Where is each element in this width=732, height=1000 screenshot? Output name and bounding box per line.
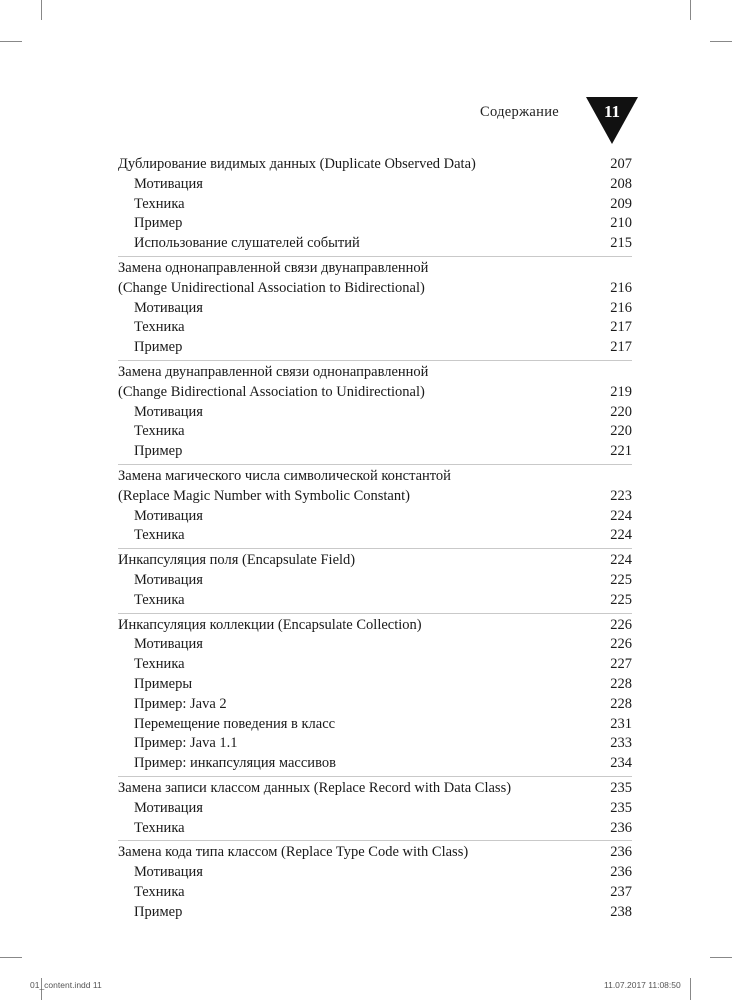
toc-entry[interactable] [118, 363, 632, 383]
toc-entry-page: 221 [610, 443, 632, 460]
toc-entry-page: 228 [610, 695, 632, 712]
toc-entry-title: Пример [134, 215, 183, 232]
toc-subentry[interactable] [118, 175, 632, 195]
toc-entry-title: Мотивация [134, 636, 203, 653]
toc-subentry[interactable] [118, 318, 632, 338]
toc-subentry[interactable] [118, 526, 632, 546]
toc-entry-title: Пример [134, 339, 183, 356]
toc-entry-page: 228 [610, 675, 632, 692]
toc-entry[interactable] [118, 551, 632, 571]
toc-subentry[interactable] [118, 422, 632, 442]
toc-entry-page: 227 [610, 656, 632, 673]
crop-mark [41, 0, 42, 20]
table-of-contents [118, 155, 632, 922]
toc-entry-title: Мотивация [134, 799, 203, 816]
crop-mark [710, 957, 732, 958]
toc-entry-page: 234 [610, 755, 632, 772]
toc-entry-page: 217 [610, 339, 632, 356]
toc-entry-page: 216 [610, 279, 632, 296]
footer-file: 01_content.indd 11 [30, 980, 102, 990]
toc-subentry[interactable] [118, 883, 632, 903]
toc-entry-title: Мотивация [134, 175, 203, 192]
toc-entry-title: (Replace Magic Number with Symbolic Constant) [118, 487, 410, 504]
crop-mark [710, 41, 732, 42]
toc-entry-page: 216 [610, 299, 632, 316]
toc-subentry[interactable] [118, 903, 632, 923]
toc-entry-page: 226 [610, 636, 632, 653]
toc-entry-page: 226 [610, 616, 632, 633]
toc-entry-title: Техника [134, 423, 185, 440]
toc-entry-title: Техника [134, 819, 185, 836]
crop-mark [0, 41, 22, 42]
toc-entry-title: Замена однонаправленной связи двунаправленной [118, 259, 429, 276]
toc-entry-page: 217 [610, 319, 632, 336]
footer-datetime: 11.07.2017 11:08:50 [604, 980, 681, 990]
crop-mark [0, 957, 22, 958]
toc-subentry[interactable] [118, 214, 632, 234]
toc-entry-page: 224 [610, 552, 632, 569]
toc-section [118, 548, 632, 610]
toc-entry[interactable] [118, 779, 632, 799]
toc-entry-title: Перемещение поведения в класс [134, 715, 336, 732]
toc-entry-title: Техника [134, 591, 185, 608]
toc-entry-title: Пример: Java 2 [134, 695, 227, 712]
toc-entry-title: Дублирование видимых данных (Duplicate Observed Data) [118, 156, 476, 172]
toc-section [118, 840, 632, 922]
toc-entry-title: Инкапсуляция поля (Encapsulate Field) [118, 552, 356, 569]
toc-subentry[interactable] [118, 655, 632, 675]
toc-entry-title: Мотивация [134, 403, 203, 420]
toc-entry-page: 236 [610, 864, 632, 881]
toc-entry[interactable] [118, 383, 632, 403]
toc-entry-page: 220 [610, 423, 632, 440]
toc-entry[interactable] [118, 155, 632, 175]
toc-entry-title: Пример: инкапсуляция массивов [134, 755, 336, 772]
toc-entry-page: 208 [610, 175, 632, 192]
toc-section [118, 155, 632, 254]
toc-subentry[interactable] [118, 799, 632, 819]
toc-subentry[interactable] [118, 695, 632, 715]
toc-entry-title: Примеры [134, 675, 193, 692]
page-number-tab [586, 97, 638, 144]
toc-subentry[interactable] [118, 819, 632, 839]
toc-entry[interactable] [118, 279, 632, 299]
toc-entry-title: Использование слушателей событий [134, 235, 360, 252]
toc-section [118, 776, 632, 838]
toc-entry-title: Мотивация [134, 864, 203, 881]
toc-entry-page: 215 [610, 235, 632, 252]
toc-entry[interactable] [118, 259, 632, 279]
toc-entry-title: Инкапсуляция коллекции (Encapsulate Collection) [118, 616, 422, 633]
toc-entry-page: 235 [610, 779, 632, 796]
toc-subentry[interactable] [118, 675, 632, 695]
toc-subentry[interactable] [118, 754, 632, 774]
toc-subentry[interactable] [118, 507, 632, 527]
toc-entry-title: Пример [134, 903, 183, 920]
toc-entry-title: Пример: Java 1.1 [134, 735, 238, 752]
page-number: 11 [603, 102, 621, 121]
toc-entry-title: Замена записи классом данных (Replace Record with Data Class) [118, 779, 512, 796]
toc-entry-title: Пример [134, 443, 183, 460]
toc-subentry[interactable] [118, 591, 632, 611]
toc-entry-title: Техника [134, 195, 185, 212]
toc-entry-title: Мотивация [134, 299, 203, 316]
toc-entry-title: Техника [134, 319, 185, 336]
toc-entry-page: 220 [610, 403, 632, 420]
toc-entry[interactable] [118, 843, 632, 863]
toc-entry-page: 236 [610, 844, 632, 861]
toc-section [118, 613, 632, 774]
toc-entry-page: 231 [610, 715, 632, 732]
toc-entry-page: 238 [610, 903, 632, 920]
toc-subentry[interactable] [118, 715, 632, 735]
toc-entry[interactable] [118, 616, 632, 636]
toc-entry-page: 224 [610, 507, 632, 524]
toc-entry-title: Техника [134, 527, 185, 544]
toc-entry-title: (Change Unidirectional Association to Bidirectional) [118, 279, 425, 296]
toc-entry-title: (Change Bidirectional Association to Unidirectional) [118, 383, 425, 400]
toc-entry-page: 233 [610, 735, 632, 752]
toc-entry-title: Техника [134, 883, 185, 900]
crop-mark [690, 0, 691, 20]
toc-entry-page: 225 [610, 591, 632, 608]
toc-entry-page: 225 [610, 571, 632, 588]
toc-entry-title: Мотивация [134, 507, 203, 524]
toc-subentry[interactable] [118, 195, 632, 215]
running-head: Содержание [480, 104, 559, 120]
toc-section [118, 256, 632, 358]
toc-section [118, 360, 632, 462]
toc-subentry[interactable] [118, 338, 632, 358]
toc-entry-page: 210 [610, 215, 632, 232]
toc-entry-title: Замена двунаправленной связи однонаправленной [118, 363, 429, 380]
toc-subentry[interactable] [118, 442, 632, 462]
toc-entry-page: 236 [610, 819, 632, 836]
toc-entry-title: Мотивация [134, 571, 203, 588]
crop-mark [690, 978, 691, 1000]
toc-entry[interactable] [118, 487, 632, 507]
toc-entry-page: 209 [610, 195, 632, 212]
toc-subentry[interactable] [118, 403, 632, 423]
toc-entry-page: 224 [610, 527, 632, 544]
toc-entry-page: 223 [610, 487, 632, 504]
toc-section [118, 464, 632, 546]
toc-entry-title: Техника [134, 656, 185, 673]
toc-entry-page: 219 [610, 383, 632, 400]
toc-entry-page: 237 [610, 883, 632, 900]
toc-subentry[interactable] [118, 635, 632, 655]
toc-subentry[interactable] [118, 863, 632, 883]
toc-entry-title: Замена магического числа символической константой [118, 467, 451, 484]
toc-entry-title: Замена кода типа классом (Replace Type Code with Class) [118, 844, 469, 861]
toc-subentry[interactable] [118, 571, 632, 591]
toc-entry-page: 207 [610, 156, 632, 172]
toc-subentry[interactable] [118, 734, 632, 754]
toc-subentry[interactable] [118, 234, 632, 254]
toc-entry[interactable] [118, 467, 632, 487]
toc-subentry[interactable] [118, 299, 632, 319]
toc-entry-page: 235 [610, 799, 632, 816]
